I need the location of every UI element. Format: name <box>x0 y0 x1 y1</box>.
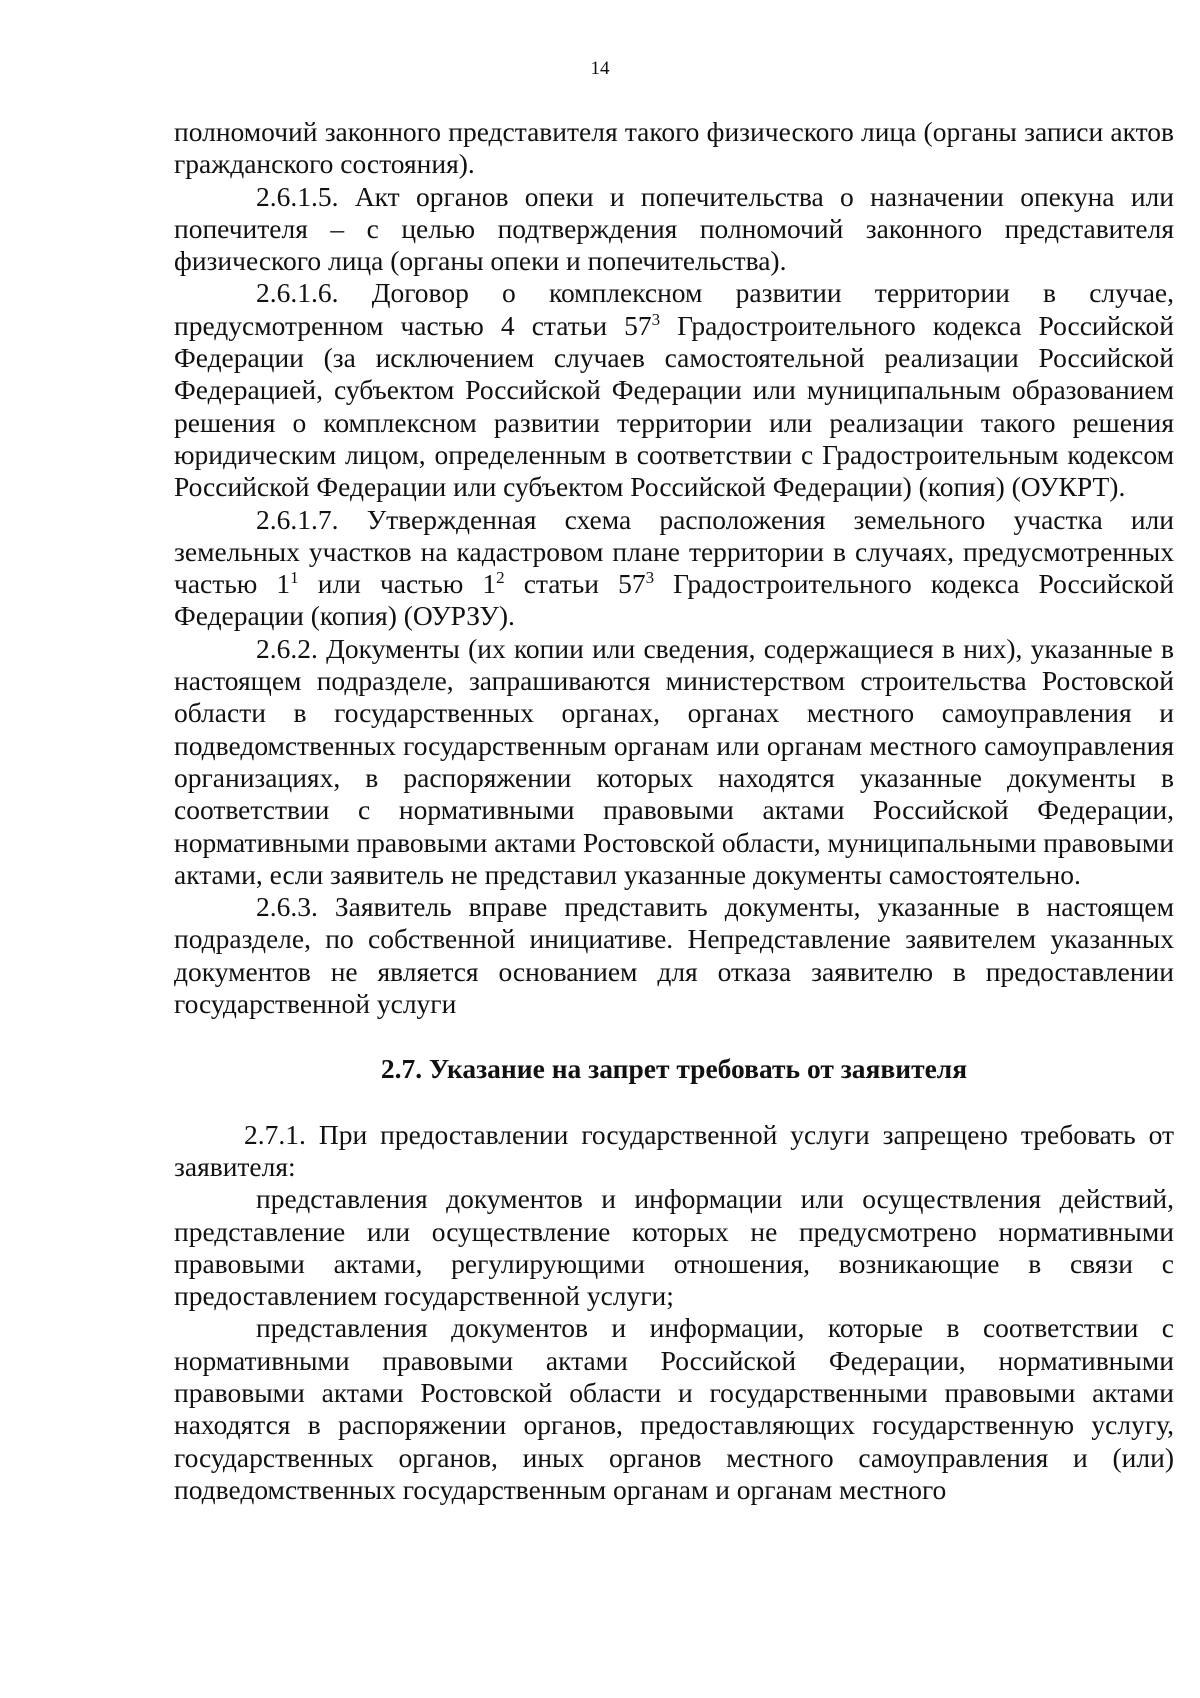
document-body <box>174 116 1174 1506</box>
paragraph-2-6-3: 2.6.3. Заявитель вправе представить документы, указанные в настоящем подразделе, по собственной инициативе. Непредставление заявителем указанных документов не является основанием для отказа заявителю в предоставлении государственной услуги <box>174 891 1174 1020</box>
paragraph-2-6-1-6-part-b: Градостроительного кодекса Российской Федерации (за исключением случаев самостоятельной реализации Российской Федерацией, субъектом Российской Федерации или муниципальным образованием решения о комплексном развитии территории или реализации такого решения юридическим лицом, определенным в соответствии с Градостроительным кодексом Российской Федерации или субъектом Российской Федерации) (копия) (ОУКРТ). <box>174 309 1174 503</box>
paragraph-2-6-1-7-part-c: статьи 57 <box>504 568 646 600</box>
superscript: 3 <box>645 568 655 587</box>
page-number: 14 <box>590 58 610 79</box>
paragraph-continuation: полномочий законного представителя такого физического лица (органы записи актов гражданского состояния). <box>174 116 1174 180</box>
paragraph-2-7-1: 2.7.1. При предоставлении государственной услуги запрещено требовать от заявителя: <box>174 1118 1174 1182</box>
paragraph-2-6-1-7 <box>174 504 1174 633</box>
section-heading-2-7: 2.7. Указание на запрет требовать от заявителя <box>380 1053 968 1085</box>
superscript: 3 <box>651 309 661 329</box>
superscript: 1 <box>290 568 299 587</box>
paragraph-2-7-1-item-2: представления документов и информации, которые в соответствии с нормативными правовыми актами Российской Федерации, нормативными правовыми актами Ростовской области и государственными правовыми актами находятся в распоряжении органов, предоставляющих государственную услугу, государственных органов, иных органов местного самоуправления и (или) подведомственных государственным органам и органам местного <box>174 1312 1174 1505</box>
paragraph-2-7-1-item-1: представления документов и информации или осуществления действий, представление или осуществление которых не предусмотрено нормативными правовыми актами, регулирующими отношения, возникающие в связи с предоставлением государственной услуги; <box>174 1183 1174 1312</box>
paragraph-2-6-1-7-part-d: Градостроительного кодекса Российской Федерации (копия) (ОУРЗУ). <box>174 568 1174 632</box>
paragraph-2-6-1-7-part-a: 2.6.1.7. Утвержденная схема расположения земельного участка или земельных участков на кадастровом плане территории в случаях, предусмотренных частью 1 <box>174 503 1174 600</box>
paragraph-2-6-2: 2.6.2. Документы (их копии или сведения, содержащиеся в них), указанные в настоящем подразделе, запрашиваются министерством строительства Ростовской области в государственных органах, органах местного самоуправления и подведомственных государственным органам или органам местного самоуправления организациях, в распоряжении которых находятся указанные документы в соответствии с нормативными правовыми актами Российской Федерации, нормативными правовыми актами Ростовской области, муниципальными правовыми актами, если заявитель не представил указанные документы самостоятельно. <box>174 632 1174 890</box>
superscript: 2 <box>496 568 505 587</box>
paragraph-2-6-1-5: 2.6.1.5. Акт органов опеки и попечительства о назначении опекуна или попечителя – с целью подтверждения полномочий законного представителя физического лица (органы опеки и попечительства). <box>174 180 1174 277</box>
paragraph-2-6-1-7-part-b: или частью 1 <box>298 568 497 600</box>
paragraph-2-6-1-6 <box>174 277 1174 503</box>
paragraph-2-6-1-6-part-a: 2.6.1.6. Договор о комплексном развитии территории в случае, предусмотренном частью 4 статьи 57 <box>174 277 1174 341</box>
